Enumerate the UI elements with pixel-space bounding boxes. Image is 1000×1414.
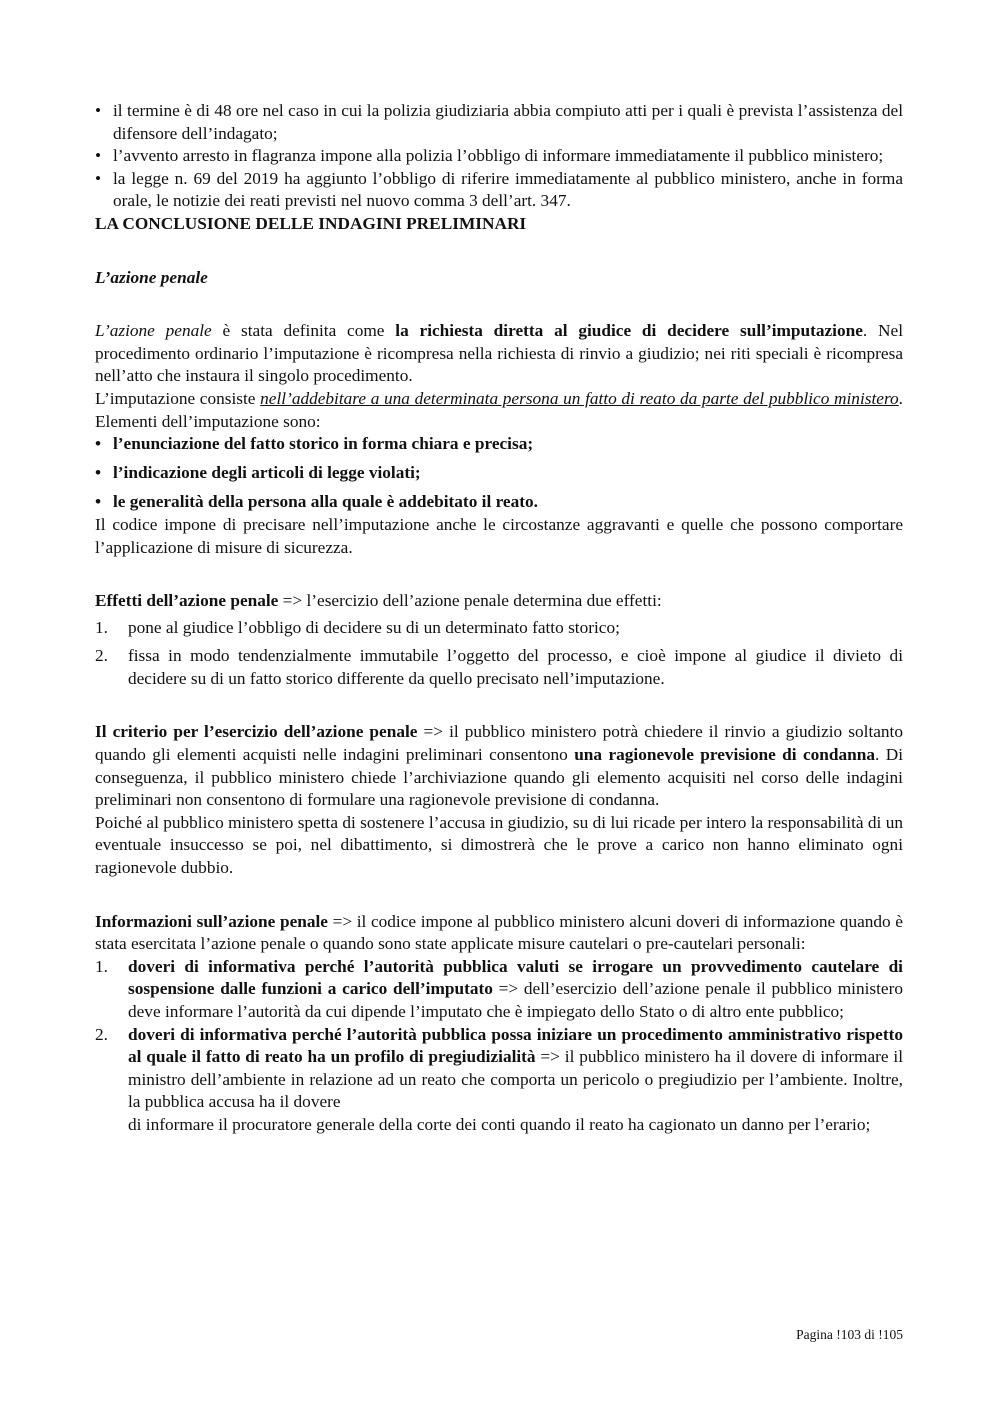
informazioni-list — [95, 956, 903, 1137]
list-item: 2. fissa in modo tendenzialmente immutabile l’oggetto del processo, e cioè impone al giudice il divieto di decidere su di un fatto storico differente da quello precisato nell’imputazione. — [95, 646, 903, 688]
effects-list — [95, 617, 903, 691]
list-item: • il termine è di 48 ore nel caso in cui la polizia giudiziaria abbia compiuto atti per i quali è prevista l’assistenza del difensore dell’indagato; — [95, 101, 903, 143]
list-item: 1. pone al giudice l’obbligo di decidere su di un determinato fatto storico; — [95, 617, 620, 637]
bullet-icon: • — [95, 101, 102, 120]
list-item: • l’enunciazione del fatto storico in forma chiara e precisa; — [95, 433, 903, 456]
list-item: 2. doveri di informativa perché l’autorità pubblica possa iniziare un procedimento amministrativo rispetto al quale il fatto di reato ha un profilo di pregiudizialità => il pubblico ministero ha il dovere di informare il ministro dell’ambiente in relazione ad un reato che comporta un pericolo o pregiudizio per l’ambiente. Inoltre, la pubblica accusa ha il dovere di informare il procuratore generale della corte dei conti quando il reato ha cagionato un danno per l’erario; — [95, 1024, 903, 1134]
bullet-icon: • — [95, 492, 102, 512]
paragraph-imputazione: L’imputazione consiste nell’addebitare a una determinata persona un fatto di reato da parte del pubblico ministero. Elementi dell’imputazione sono: — [95, 388, 903, 431]
elements-list — [95, 433, 903, 514]
paragraph-criterio: Il criterio per l’esercizio dell’azione penale => il pubblico ministero potrà chiedere il rinvio a giudizio soltanto quando gli elementi acquisti nelle indagini preliminari consentono una ragionevole previsione di condanna. Di conseguenza, il pubblico ministero chiede l’archiviazione quando gli elemento acquisiti nel corso delle indagini preliminari non consentono di formulare una ragionevole previsione di condanna. — [95, 722, 904, 810]
list-item: • le generalità della persona alla quale è addebitato il reato. — [95, 491, 903, 514]
list-item: • l’indicazione degli articoli di legge violati; — [95, 462, 903, 485]
paragraph-effetti: Effetti dell’azione penale => l’esercizio dell’azione penale determina due effetti: — [95, 591, 662, 611]
paragraph-informazioni: Informazioni sull’azione penale => il codice impone al pubblico ministero alcuni doveri di informazione quando è stata esercitata l’azione penale o quando sono state applicate misure cautelari o pre-cautelari personali: — [95, 911, 903, 954]
bullet-icon: • — [95, 434, 102, 454]
paragraph-accusa: Poiché al pubblico ministero spetta di sostenere l’accusa in giudizio, su di lui ricade per intero la responsabilità di un eventuale insuccesso se poi, nel dibattimento, si dimostrerà che le prove a carico non hanno eliminato ogni ragionevole dubbio. — [95, 812, 903, 878]
list-item: • l’avvento arresto in flagranza impone alla polizia l’obbligo di informare immediatamente il pubblico ministero; — [95, 145, 903, 168]
page-number: Pagina !103 di !105 — [796, 1327, 903, 1342]
subheading: L’azione penale — [95, 267, 208, 287]
paragraph-definition: L’azione penale è stata definita come la richiesta diretta al giudice di decidere sull’imputazione. Nel procedimento ordinario l’imputazione è ricompresa nella richiesta di rinvio a giudizio; nei riti speciali è ricompresa nell’atto che instaura il singolo procedimento. — [95, 321, 903, 386]
intro-bullet-list — [95, 100, 903, 213]
paragraph-circostanze: Il codice impone di precisare nell’imputazione anche le circostanze aggravanti e quelle che possono comportare l’applicazione di misure di sicurezza. — [95, 514, 903, 557]
section-heading: LA CONCLUSIONE DELLE INDAGINI PRELIMINARI — [95, 213, 527, 233]
bullet-icon: • — [95, 146, 102, 166]
list-item: 1. doveri di informativa perché l’autorità pubblica valuti se irrogare un provvedimento cautelare di sospensione dalle funzioni a carico dell’imputato => dell’esercizio dell’azione penale il pubblico ministero deve informare l’autorità da cui dipende l’imputato che è impiegato dello Stato o di altro ente pubblico; — [95, 956, 903, 1021]
bullet-icon: • — [95, 168, 102, 188]
list-item: • la legge n. 69 del 2019 ha aggiunto l’obbligo di riferire immediatamente al pubblico ministero, anche in forma orale, le notizie dei reati previsti nel nuovo comma 3 dell’art. 347. — [95, 168, 903, 211]
page-content — [95, 100, 903, 1137]
bullet-icon: • — [95, 463, 102, 483]
